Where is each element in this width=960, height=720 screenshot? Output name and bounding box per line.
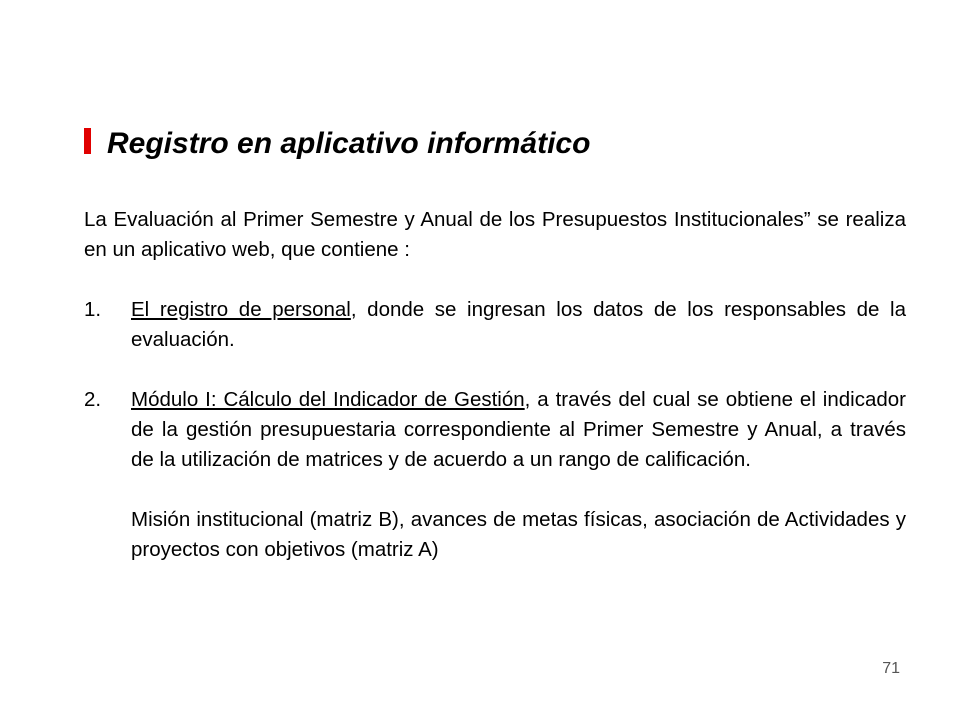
list-item-number: 2. [84, 388, 102, 411]
list-item-text [131, 385, 906, 475]
list-item-personal-registry [84, 295, 906, 355]
numbered-list [84, 295, 906, 475]
list-item-module-one [84, 385, 906, 475]
list-item-description: , a través del cual se obtiene el indicador de la gestión presupuestaria correspondiente al Primer Semestre y Anual, a través de la utilización de matrices y de acuerdo a un rango de calificación. [131, 388, 906, 471]
module-one-link[interactable]: Módulo I: Cálculo del Indicador de Gestión [131, 388, 525, 411]
slide-title: Registro en aplicativo informático [107, 127, 591, 160]
list-item-text [131, 295, 906, 355]
body-content [84, 205, 906, 565]
title-row [84, 124, 914, 172]
extra-paragraph: Misión institucional (matriz B), avances de metas físicas, asociación de Actividades y proyectos con objetivos (matriz A) [131, 508, 906, 561]
page-number: 71 [882, 660, 900, 677]
intro-paragraph: La Evaluación al Primer Semestre y Anual de los Presupuestos Institucionales” se realiza en un aplicativo web, que contiene : [84, 208, 906, 261]
title-accent-bar [84, 128, 91, 154]
personal-registry-link[interactable]: El registro de personal [131, 298, 351, 321]
list-item-description: , donde se ingresan los datos de los responsables de la evaluación. [131, 298, 906, 351]
list-item-number: 1. [84, 298, 102, 321]
